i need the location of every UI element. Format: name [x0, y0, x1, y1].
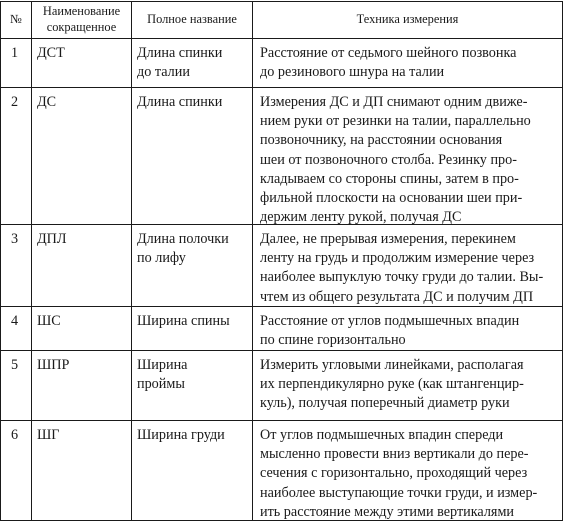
row1-abbr: ДСТ [37, 45, 65, 61]
table-rule-col1 [31, 1, 32, 521]
row4-full-line-1: Ширина спины [137, 313, 230, 329]
row1-num: 1 [11, 45, 19, 61]
row5-full-line-2: проймы [137, 376, 185, 393]
table-rule-header [0, 38, 563, 39]
header-technique: Техника измерения [356, 12, 459, 26]
row4-technique [260, 312, 519, 350]
row2-tech-line-3: позвоночнику, на расстоянии основания [260, 132, 503, 149]
row1-tech-line-2: до резинового шнура на талии [260, 64, 445, 81]
row6-full-line-1: Ширина груди [137, 427, 225, 443]
row4-full-name [137, 312, 230, 331]
header-abbr-line-2: сокращенное [46, 20, 117, 34]
row3-num: 3 [11, 231, 19, 247]
row1-tech-line-1: Расстояние от седьмого шейного позвонка [260, 45, 517, 61]
row2-tech-line-5: кладываем со стороны спины, затем в про- [260, 170, 519, 187]
row3-tech-line-3: наиболее выпуклую точку груди до талии. Вы- [260, 269, 544, 286]
row1-full-name [137, 44, 222, 82]
table-rule-row1 [0, 87, 563, 88]
header-abbr-line-1: Наименование [42, 4, 121, 18]
header-num: № [10, 12, 22, 26]
header-abbr [32, 3, 131, 35]
row5-tech-line-1: Измерить угловыми линейками, располагая [260, 357, 524, 373]
row3-full-line-1: Длина полочки [137, 231, 229, 247]
row5-full-name [137, 356, 187, 394]
row2-tech-line-6: фильной плоскости на основании шеи при- [260, 190, 523, 207]
header-full-name: Полное название [147, 12, 237, 26]
row6-num: 6 [11, 427, 19, 443]
row2-num: 2 [11, 94, 19, 110]
row2-abbr: ДС [37, 94, 57, 110]
table-rule-top [0, 1, 563, 2]
row6-tech-line-1: От углов подмышечных впадин спереди [260, 427, 504, 443]
row4-tech-line-2: по спине горизонтально [260, 332, 406, 349]
row6-tech-line-5: ить расстояние между этими вертикалями [260, 503, 515, 520]
row2-tech-line-2: нием руки от резинки на талии, параллельно [260, 113, 531, 130]
row3-abbr: ДПЛ [37, 231, 67, 247]
row5-tech-line-2: их перпендикулярно руке (как штангенцир- [260, 376, 524, 393]
row5-num: 5 [11, 357, 19, 373]
row5-technique [260, 356, 524, 414]
row5-full-line-1: Ширина [137, 357, 188, 373]
row6-technique [260, 426, 537, 522]
row3-full-name [137, 230, 229, 268]
row2-full-line-1: Длина спинки [137, 94, 223, 110]
row3-tech-line-4: чтем из общего результата ДС и получим ДП [260, 288, 534, 305]
row3-full-line-2: по лифу [137, 250, 186, 267]
row4-tech-line-1: Расстояние от углов подмышечных впадин [260, 313, 520, 329]
row6-tech-line-4: наиболее выступающие точки груди, и измер- [260, 484, 538, 501]
row3-technique [260, 230, 543, 307]
row3-tech-line-1: Далее, не прерывая измерения, перекинем [260, 231, 516, 247]
table-rule-col3 [252, 1, 253, 521]
row4-num: 4 [11, 313, 19, 329]
row6-abbr: ШГ [37, 427, 60, 443]
row6-tech-line-2: мысленно провести вниз вертикали до пере- [260, 446, 529, 463]
row1-technique [260, 44, 516, 82]
row1-full-line-2: до талии [137, 64, 190, 81]
row2-tech-line-1: Измерения ДС и ДП снимают одним движе- [260, 94, 528, 110]
row3-tech-line-2: ленту на грудь и продолжим измерение через [260, 250, 535, 267]
row2-tech-line-7: держим ленту рукой, получая ДС [260, 209, 462, 226]
row6-tech-line-3: сечения с горизонтально, проходящий через [260, 465, 528, 482]
row6-full-name [137, 426, 225, 445]
row5-tech-line-3: куль), получая поперечный диаметр руки [260, 395, 510, 412]
row4-abbr: ШС [37, 313, 61, 329]
table-rule-col0 [0, 1, 1, 521]
table-rule-row5 [0, 420, 563, 421]
row2-full-name [137, 93, 222, 112]
row5-abbr: ШПР [37, 357, 70, 373]
row1-full-line-1: Длина спинки [137, 45, 223, 61]
row2-technique [260, 93, 531, 227]
table-rule-col2 [131, 1, 132, 521]
row2-tech-line-4: шеи от позвоночного столба. Резинку про- [260, 151, 517, 168]
